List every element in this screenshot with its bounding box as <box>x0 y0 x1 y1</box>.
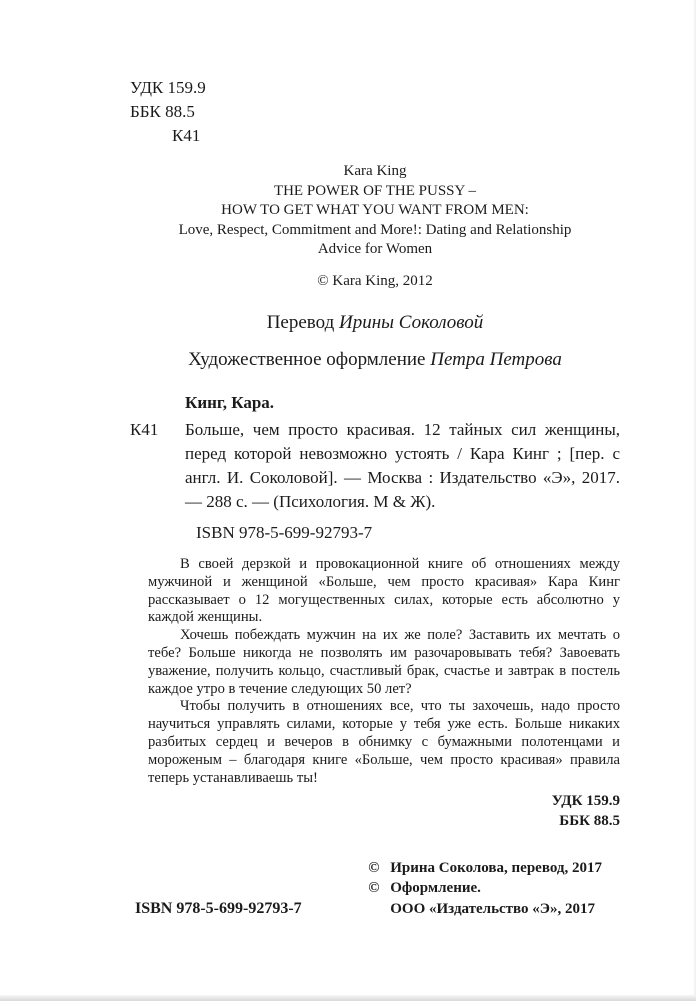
udk-code-bottom: УДК 159.9 <box>551 793 620 810</box>
annotation-paragraph: Чтобы получить в отношениях все, что ты захочешь, надо просто научиться управлять силами, которые у тебя уже есть. Больше никаких разбитых сердец и вечеров в обнимку с бумажными полотенцами и мороженым – благодаря книге «Больше, чем просто красивая» правила теперь устанавливаешь ты! <box>148 698 620 786</box>
original-title-line2: HOW TO GET WHAT YOU WANT FROM MEN: <box>221 202 529 218</box>
annotation-block <box>148 556 620 787</box>
design-credit <box>130 348 620 372</box>
author-sign: К41 <box>172 126 201 145</box>
catalog-entry <box>130 418 620 514</box>
copyright-text: ООО «Издательство «Э», 2017 <box>390 900 595 917</box>
copyright-text: Оформление. <box>390 880 481 896</box>
bottom-classification-codes <box>130 791 620 831</box>
copyright-symbol: © <box>368 880 380 896</box>
designer-name: Петра Петрова <box>430 349 562 370</box>
original-edition-block <box>130 162 620 291</box>
copyright-line <box>368 878 602 899</box>
original-title-line1: THE POWER OF THE PUSSY – <box>273 182 477 199</box>
annotation-paragraph: В своей дерзкой и провокационной книге об отношениях между мужчиной и женщиной «Больше, чем просто красивая» Кара Кинг рассказывает о 12 могущественных силах, которые есть абсолютно у каждой женщины. <box>148 556 620 626</box>
original-copyright: © Kara King, 2012 <box>317 272 433 289</box>
catalog-author-heading: Кинг, Кара. <box>185 393 275 412</box>
original-subtitle-line1: Love, Respect, Commitment and More!: Dating and Relationship <box>178 221 572 238</box>
copyright-line <box>368 858 602 879</box>
copyright-block <box>368 858 602 920</box>
isbn-footer: ISBN 978-5-699-92793-7 <box>135 900 302 917</box>
original-author: Kara King <box>343 163 407 179</box>
original-subtitle-line2: Advice for Women <box>317 241 433 257</box>
catalog-author-sign: К41 <box>130 420 159 439</box>
copyright-text: Ирина Соколова, перевод, 2017 <box>390 859 602 876</box>
udk-code: УДК 159.9 <box>130 78 206 97</box>
page-edge-bottom <box>0 995 696 1001</box>
copyright-symbol: © <box>368 859 380 876</box>
copyright-line <box>368 899 602 920</box>
translation-credit <box>130 311 620 335</box>
classification-codes <box>130 76 620 148</box>
bbk-code: ББК 88.5 <box>130 102 195 121</box>
catalog-entry-text: Больше, чем просто красивая. 12 тайных сил женщины, перед которой невозможно устоять / Кара Кинг ; [пер. с англ. И. Соколовой]. — Москва : Издательство «Э», 2017. — 288 с. — (Психология. М & Ж). <box>185 420 620 511</box>
translation-label: Перевод <box>266 312 335 333</box>
design-label: Художественное оформление <box>188 349 426 370</box>
translator-name: Ирины Соколовой <box>339 312 484 333</box>
isbn-catalog: ISBN 978-5-699-92793-7 <box>196 523 373 542</box>
bbk-code-bottom: ББК 88.5 <box>559 813 620 830</box>
copyright-symbol <box>368 899 390 920</box>
annotation-paragraph: Хочешь побеждать мужчин на их же поле? Заставить их мечтать о тебе? Больше никогда не позволять им разочаровывать тебя? Завоевать уважение, получить кольцо, счастливый брак, счастье и завтрак в постель каждое утро в течение следующих 50 лет? <box>148 627 620 697</box>
imprint-footer <box>130 858 620 920</box>
